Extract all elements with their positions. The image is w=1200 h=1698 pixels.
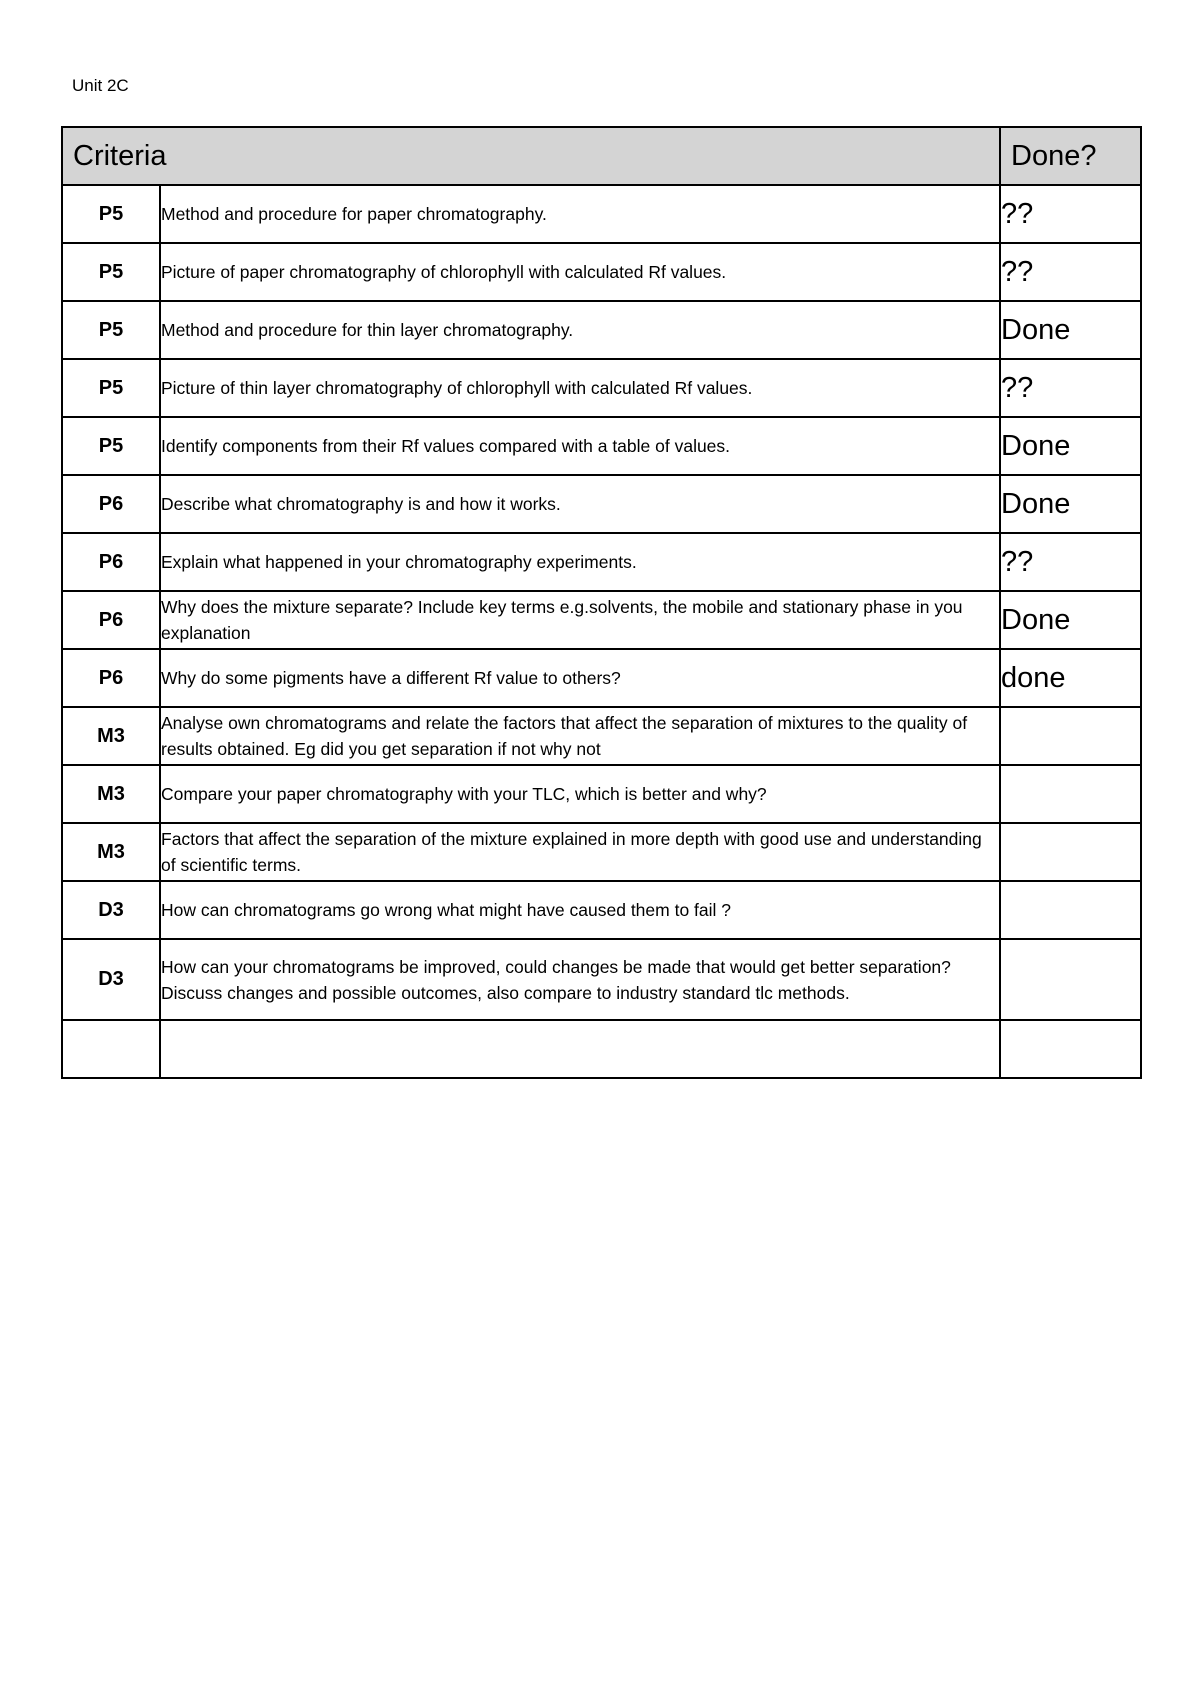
criteria-table — [61, 126, 1142, 1079]
criterion-status[interactable] — [1000, 707, 1141, 765]
criterion-description: Method and procedure for paper chromatography. — [160, 185, 1000, 243]
criterion-description: Describe what chromatography is and how it works. — [160, 475, 1000, 533]
criterion-code: M3 — [62, 707, 160, 765]
criterion-description: Factors that affect the separation of the mixture explained in more depth with good use and understanding of scientific terms. — [160, 823, 1000, 881]
unit-label: Unit 2C — [72, 76, 129, 95]
criterion-status[interactable]: ?? — [1000, 359, 1141, 417]
criterion-code: P5 — [62, 417, 160, 475]
criterion-description: Why does the mixture separate? Include key terms e.g.solvents, the mobile and stationary phase in you explanation — [160, 591, 1000, 649]
criterion-status[interactable] — [1000, 939, 1141, 1020]
criterion-code: P5 — [62, 185, 160, 243]
table-row — [62, 765, 1141, 823]
table-row — [62, 707, 1141, 765]
table-row — [62, 475, 1141, 533]
criterion-code: P5 — [62, 359, 160, 417]
criterion-status[interactable]: Done — [1000, 591, 1141, 649]
table-row — [62, 823, 1141, 881]
criterion-code: P6 — [62, 591, 160, 649]
criterion-code: P5 — [62, 301, 160, 359]
criterion-description: Picture of paper chromatography of chlorophyll with calculated Rf values. — [160, 243, 1000, 301]
criterion-code: D3 — [62, 939, 160, 1020]
criterion-status[interactable]: done — [1000, 649, 1141, 707]
criterion-code: M3 — [62, 765, 160, 823]
table-header-row — [62, 127, 1141, 185]
criterion-description: How can chromatograms go wrong what might have caused them to fail ? — [160, 881, 1000, 939]
criteria-header: Criteria — [62, 127, 1000, 185]
criterion-code — [62, 1020, 160, 1078]
criterion-status[interactable] — [1000, 765, 1141, 823]
criterion-status[interactable]: ?? — [1000, 185, 1141, 243]
table-row — [62, 649, 1141, 707]
table-row — [62, 1020, 1141, 1078]
done-header: Done? — [1000, 127, 1141, 185]
criterion-status[interactable]: ?? — [1000, 533, 1141, 591]
criterion-description: Method and procedure for thin layer chromatography. — [160, 301, 1000, 359]
table-row — [62, 591, 1141, 649]
criterion-code: P6 — [62, 533, 160, 591]
criterion-description: Compare your paper chromatography with your TLC, which is better and why? — [160, 765, 1000, 823]
criterion-code: P6 — [62, 475, 160, 533]
criterion-status[interactable] — [1000, 881, 1141, 939]
criterion-code: P5 — [62, 243, 160, 301]
table-row — [62, 185, 1141, 243]
table-row — [62, 417, 1141, 475]
criterion-description: Picture of thin layer chromatography of chlorophyll with calculated Rf values. — [160, 359, 1000, 417]
criterion-status[interactable]: Done — [1000, 417, 1141, 475]
criterion-status[interactable]: Done — [1000, 475, 1141, 533]
criterion-description: Explain what happened in your chromatography experiments. — [160, 533, 1000, 591]
criterion-description — [160, 1020, 1000, 1078]
criterion-status[interactable]: ?? — [1000, 243, 1141, 301]
criterion-description: Why do some pigments have a different Rf value to others? — [160, 649, 1000, 707]
table-row — [62, 939, 1141, 1020]
table-row — [62, 359, 1141, 417]
table-row — [62, 243, 1141, 301]
criterion-status[interactable] — [1000, 823, 1141, 881]
criterion-description: Identify components from their Rf values compared with a table of values. — [160, 417, 1000, 475]
criterion-code: D3 — [62, 881, 160, 939]
table-row — [62, 533, 1141, 591]
criterion-description: How can your chromatograms be improved, could changes be made that would get better separation? Discuss changes and possible outcomes, also compare to industry standard tlc methods. — [160, 939, 1000, 1020]
criterion-code: P6 — [62, 649, 160, 707]
table-row — [62, 301, 1141, 359]
criterion-status[interactable]: Done — [1000, 301, 1141, 359]
criterion-code: M3 — [62, 823, 160, 881]
criterion-status[interactable] — [1000, 1020, 1141, 1078]
table-row — [62, 881, 1141, 939]
criterion-description: Analyse own chromatograms and relate the factors that affect the separation of mixtures to the quality of results obtained. Eg did you get separation if not why not — [160, 707, 1000, 765]
